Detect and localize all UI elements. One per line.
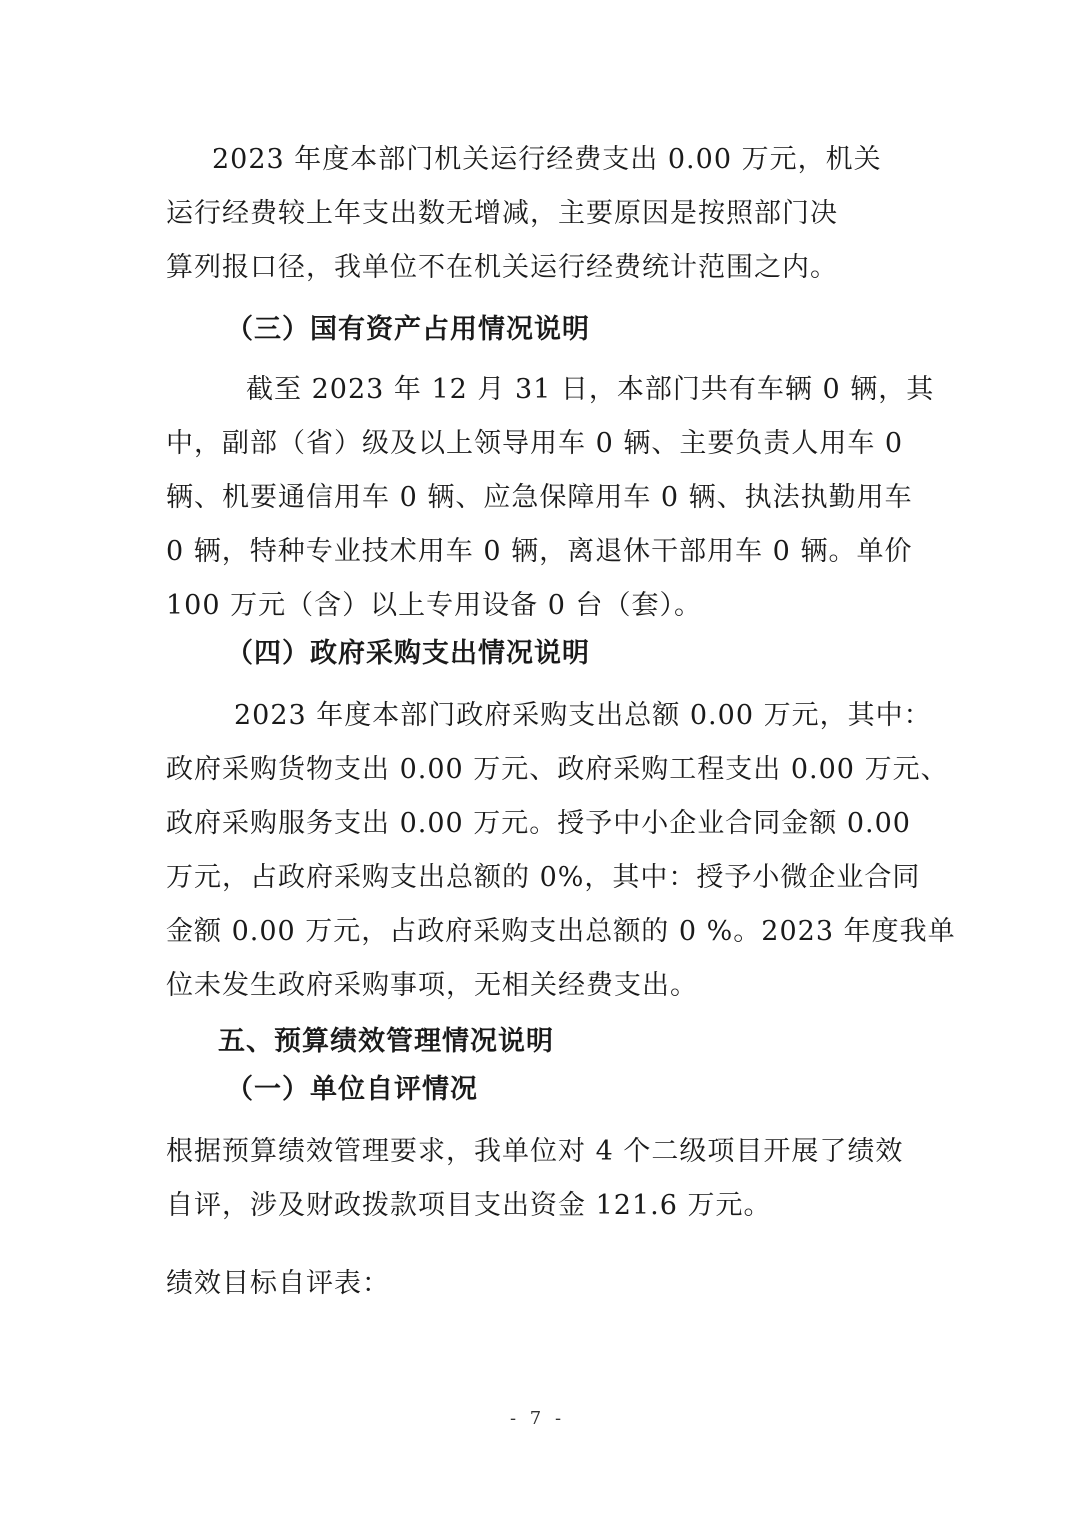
paragraph-line: 2023 年度本部门政府采购支出总额 0.00 万元，其中： [234,700,932,731]
paragraph-line: 根据预算绩效管理要求，我单位对 4 个二级项目开展了绩效 [166,1136,904,1167]
chapter-heading: 五、预算绩效管理情况说明 [218,1026,554,1057]
page-number: - 7 - [509,1408,566,1429]
paragraph-line: 万元，占政府采购支出总额的 0%，其中：授予小微企业合同 [166,862,921,893]
paragraph-line: 运行经费较上年支出数无增减，主要原因是按照部门决 [166,198,838,229]
paragraph-line: 自评，涉及财政拨款项目支出资金 121.6 万元。 [166,1190,772,1221]
paragraph-line: 辆、机要通信用车 0 辆、应急保障用车 0 辆、执法执勤用车 [166,482,913,513]
paragraph-line: 政府采购服务支出 0.00 万元。授予中小企业合同金额 0.00 [166,808,911,839]
paragraph-line: 0 辆，特种专业技术用车 0 辆，离退休干部用车 0 辆。单价 [166,536,913,567]
table-caption: 绩效目标自评表： [166,1268,390,1299]
paragraph-line: 位未发生政府采购事项，无相关经费支出。 [166,970,698,1001]
paragraph-line: 100 万元（含）以上专用设备 0 台（套）。 [166,590,702,621]
paragraph-line: 2023 年度本部门机关运行经费支出 0.00 万元，机关 [212,144,882,175]
section-heading: （四）政府采购支出情况说明 [226,638,590,669]
paragraph-line: 截至 2023 年 12 月 31 日，本部门共有车辆 0 辆，其 [246,374,935,405]
paragraph-line: 金额 0.00 万元，占政府采购支出总额的 0 %。2023 年度我单 [166,916,956,947]
paragraph-line: 政府采购货物支出 0.00 万元、政府采购工程支出 0.00 万元、 [166,754,949,785]
paragraph-line: 算列报口径，我单位不在机关运行经费统计范围之内。 [166,252,838,283]
section-heading: （一）单位自评情况 [226,1074,478,1105]
section-heading: （三）国有资产占用情况说明 [226,314,590,345]
paragraph-line: 中，副部（省）级及以上领导用车 0 辆、主要负责人用车 0 [166,428,904,459]
